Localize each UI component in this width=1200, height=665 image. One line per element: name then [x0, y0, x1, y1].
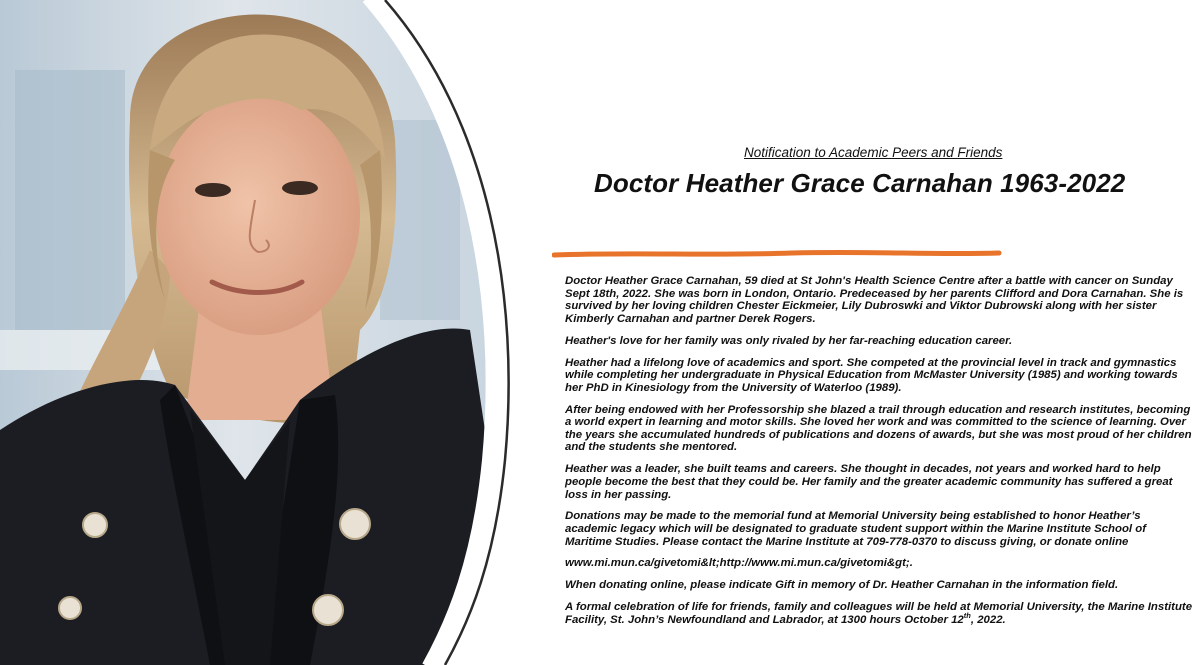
obituary-text: [565, 275, 1193, 636]
donation-link[interactable]: www.mi.mun.ca/givetomi&lt;http://www.mi.mun.ca/givetomi&gt;.: [565, 557, 913, 570]
celebration-year: , 2022.: [970, 613, 1006, 626]
paragraph-celebration: [565, 601, 1193, 626]
paragraph-leadership: Heather was a leader, she built teams and careers. She thought in decades, not years and worked hard to help people become the best that they could be. Her family and the greater academic community has suffered a great loss in her passing.: [565, 463, 1173, 501]
paragraph-donations: Donations may be made to the memorial fund at Memorial University being established to honor Heather’s academic legacy which will be designated to graduate student support within the Marine Institute School of Maritime Studies. Please contact the Marine Institute at 709-778-0370 to discuss giving, or donate online: [565, 510, 1147, 548]
orange-divider: [552, 247, 1002, 261]
paragraph-professorship: After being endowed with her Professorship she blazed a trail through education and research institutes, becoming a world expert in learning and motor skills. She loved her work and was committed to the science of learning. Over the years she accumulated hundreds of publications and dozens of awards, but she was most proud of her children and the students she mentored.: [565, 403, 1192, 454]
paragraph-donation-note: When donating online, please indicate Gift in memory of Dr. Heather Carnahan in the information field.: [565, 579, 1119, 592]
paragraph-intro: Doctor Heather Grace Carnahan, 59 died at St John's Health Science Centre after a battle with cancer on Sunday Sept 18th, 2022. She was born in London, Ontario. Predeceased by her parents Clifford and Dora Carnahan. She is survived by her loving children Chester Eickmeier, Lily Dubroswki and Viktor Dubrowski along with her sister Kimberly Carnahan and partner Derek Rogers.: [565, 275, 1184, 325]
notice-subtitle: Notification to Academic Peers and Friends: [744, 145, 1003, 160]
date-suffix: th: [963, 611, 971, 621]
page-title: Doctor Heather Grace Carnahan 1963-2022: [594, 168, 1126, 198]
paragraph-education: Heather had a lifelong love of academics and sport. She competed at the provincial level in track and gymnastics while completing her undergraduate in Physical Education from McMaster University (1985) and working towards her PhD in Kinesiology from the University of Waterloo (1989).: [565, 356, 1178, 394]
paragraph-family-career: Heather's love for her family was only rivaled by her far-reaching education career.: [565, 334, 1013, 347]
portrait-photo: [0, 0, 520, 665]
celebration-text: A formal celebration of life for friends, family and colleagues will be held at Memorial University, the Marine Institute Facility, St. John’s Newfoundland and Labrador, at 1300 hours October 12: [565, 601, 1193, 626]
